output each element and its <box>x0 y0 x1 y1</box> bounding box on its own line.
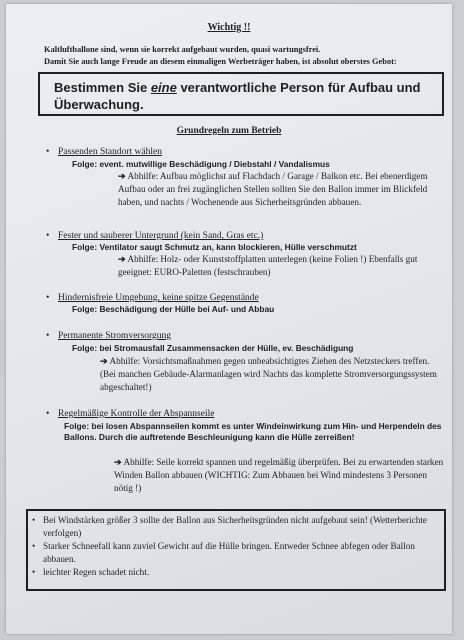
document-sheet <box>6 4 452 634</box>
topic-standort: • Passenden Standort wählen <box>46 146 162 158</box>
arrow-right-icon: ➔ <box>118 171 126 181</box>
arrow-right-icon: ➔ <box>118 254 126 264</box>
arrow-right-icon: ➔ <box>114 457 122 467</box>
abhilfe-untergrund <box>118 253 443 279</box>
abhilfe-strom <box>100 355 440 393</box>
intro-line-2: Damit Sie auch lange Freude an diesem einmaligen Werbeträger haben, ist absolut oberstes Gebot: <box>44 57 397 66</box>
folge-abspannseile: Folge: bei losen Abspannseilen kommt es unter Windeinwirkung zum Hin- und Herpendeln des Ballons. Durch die auftretende Beschleunigung kann die Hülle zerreißen! <box>64 421 442 442</box>
topic-untergrund: • Fester und sauberer Untergrund (kein Sand, Gras etc.) <box>46 230 263 242</box>
section-heading: Grundregeln zum Betrieb <box>176 126 282 136</box>
intro-text <box>44 44 444 68</box>
abhilfe-untergrund-text: Abhilfe: Holz- oder Kunststoffplatten unterlegen (keine Folien !) Ebenfalls gut geeignet: EURO-Paletten (festschrauben) <box>118 254 418 277</box>
page-title: Wichtig !! <box>207 22 251 33</box>
folge-umgebung: Folge: Beschädigung der Hülle bei Auf- und Abbau <box>72 304 275 314</box>
note-regen: • leichter Regen schadet nicht. <box>32 566 444 579</box>
weather-notes-box <box>26 509 446 591</box>
abhilfe-abspannseile-text: Abhilfe: Seile korrekt spannen und regelmäßig überprüfen. Bei zu erwartenden starken Winden Ballon abbauen (WICHTIG: Zum Abbauen bei Wind mindestens 3 Personen nötig !) <box>114 457 444 493</box>
callout-text-after: verantwortliche Person für Aufbau und Überwachung. <box>54 80 421 112</box>
abhilfe-standort-text: Abhilfe: Aufbau möglichst auf Flachdach / Garage / Balkon etc. Bei ebenerdigem Aufbau oder an frei zugänglichen Stellen sollten Sie den Ballon immer im Blickfeld haben, und nachts / Wochenende aus Sicherheitsgründen abbauen. <box>118 171 428 207</box>
note-schnee: • Starker Schneefall kann zuviel Gewicht auf die Hülle bringen. Entweder Schnee abfegen oder Ballon abbauen. <box>32 540 444 566</box>
callout-text-before: Bestimmen Sie <box>54 80 151 95</box>
abhilfe-standort <box>118 170 438 208</box>
folge-untergrund: Folge: Ventilator saugt Schmutz an, kann blockieren, Hülle verschmutzt <box>72 242 357 252</box>
note-wind: • Bei Windstärken größer 3 sollte der Ballon aus Sicherheitsgründen nicht aufgebaut sein! (Wetterberichte verfolgen) <box>32 514 444 540</box>
folge-strom: Folge: bei Stromausfall Zusammensacken der Hülle, ev. Beschädigung <box>72 343 354 353</box>
key-rule-callout <box>38 72 444 116</box>
topic-strom: • Permanente Stromversorgung <box>46 330 171 342</box>
topic-umgebung: • Hindernisfreie Umgebung, keine spitze Gegenstände <box>46 292 259 304</box>
abhilfe-abspannseile <box>114 456 444 494</box>
folge-standort: Folge: event. mutwillige Beschädigung / Diebstahl / Vandalismus <box>72 159 330 169</box>
intro-line-1: Kaltluftballone sind, wenn sie korrekt aufgebaut wurden, quasi wartungsfrei. <box>44 45 321 54</box>
callout-emphasis: eine <box>150 80 177 95</box>
arrow-right-icon: ➔ <box>100 356 108 366</box>
abhilfe-strom-text: Abhilfe: Vorsichtsmaßnahmen gegen unbeabsichtigtes Ziehen des Netzsteckers treffen. (Bei manchen Gebäude-Alarmanlagen wird Nachts das komplette Stromversorgungssystem abgeschaltet!) <box>100 356 437 392</box>
topic-abspannseile: • Regelmäßige Kontrolle der Abspannseile <box>46 408 214 420</box>
